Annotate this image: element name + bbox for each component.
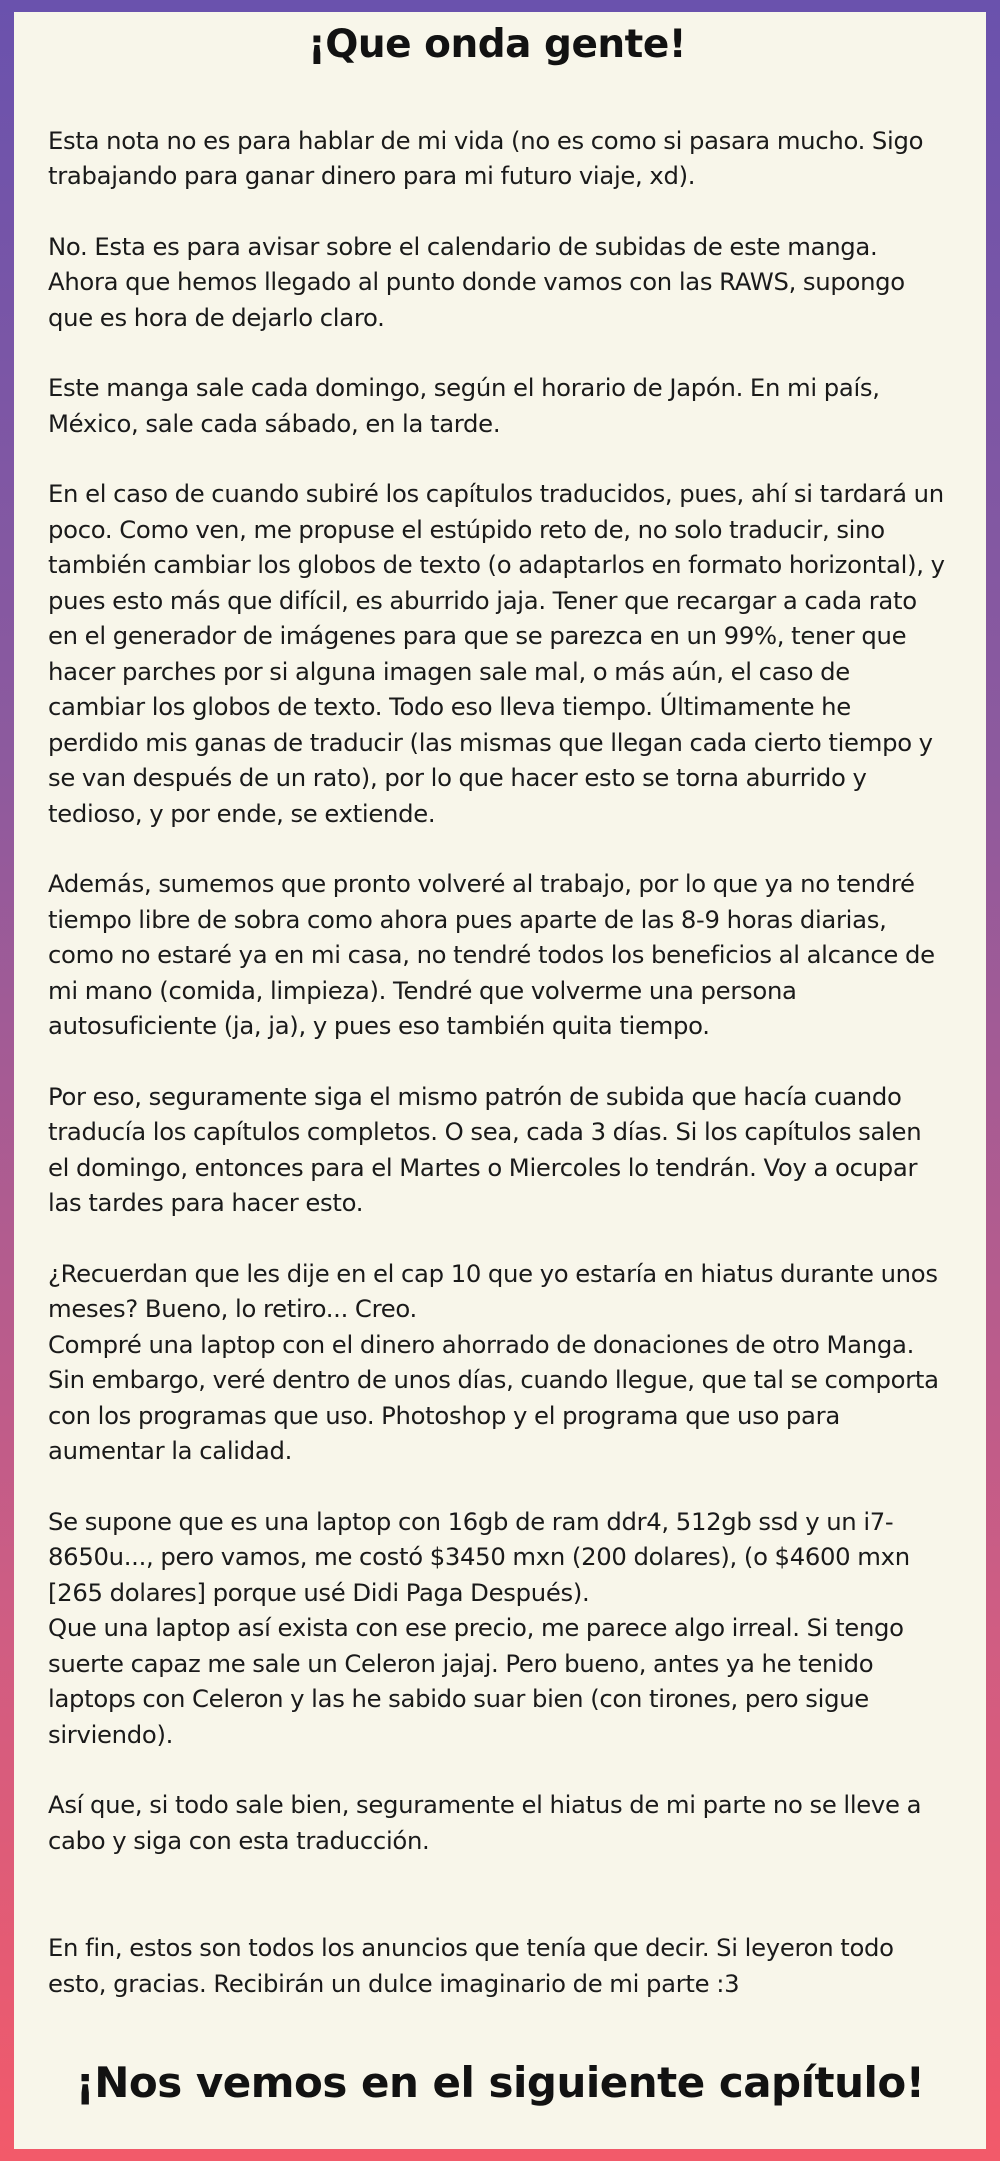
- paragraph-upload-calendar: No. Esta es para avisar sobre el calendario de subidas de este manga. Ahora que hemos llegado al punto donde vamos con las RAWS, supongo que es hora de dejarlo claro.: [48, 231, 905, 332]
- paragraph-laptop: Se supone que es una laptop con 16gb de ram ddr4, 512gb ssd y un i7-8650u..., pero vamos, me costó $3450 mxn (200 dolares), (o $4600 mxn [265 dolares] porque usé Didi Paga Después). Que una laptop así exista con ese precio, me parece algo irreal. Si tengo suerte capaz me sale un Celeron jajaj. Pero bueno, antes ya he tenido laptops con Celeron y las he sabido suar bien (con tirones, pero sigue sirviendo).: [48, 1506, 910, 1749]
- paragraph-intro: Esta nota no es para hablar de mi vida (no es como si pasara mucho. Sigo trabajando para ganar dinero para mi futuro viaje, xd).: [48, 125, 924, 191]
- note-body: [48, 123, 946, 2002]
- paragraph-closing: En fin, estos son todos los anuncios que tenía que decir. Si leyeron todo esto, gracias. Recibirán un dulce imaginario de mi parte :3: [48, 1933, 894, 1998]
- paragraph-work: Además, sumemos que pronto volveré al trabajo, por lo que ya no tendré tiempo libre de sobra como ahora pues aparte de las 8-9 horas diarias, como no estaré ya en mi casa, no tendré todos los beneficios al alcance de mi mano (comida, limpieza). Tendré que volverme una persona autosuficiente (ja, ja), y pues eso también quita tiempo.: [48, 869, 935, 1041]
- note-panel: [14, 12, 986, 2149]
- note-footer: ¡Nos vemos en el siguiente capítulo!: [75, 2058, 925, 2107]
- paragraph-release-day: Este manga sale cada domingo, según el horario de Japón. En mi país, México, sale cada sábado, en la tarde.: [48, 373, 880, 438]
- paragraph-upload-pattern: Por eso, seguramente siga el mismo patrón de subida que hacía cuando traducía los capítulos completos. O sea, cada 3 días. Si los capítulos salen el domingo, entonces para el Martes o Miercoles lo tendrán. Voy a ocupar las tardes para hacer esto.: [48, 1081, 922, 1218]
- paragraph-conclusion: Así que, si todo sale bien, seguramente el hiatus de mi parte no se lleve a cabo y siga con esta traducción.: [48, 1790, 922, 1855]
- paragraph-translation-process: En el caso de cuando subiré los capítulos traducidos, pues, ahí si tardará un poco. Como ven, me propuse el estúpido reto de, no solo traducir, sino también cambiar los globos de texto (o adaptarlos en formato horizontal), y pues esto más que difícil, es aburrido jaja. Tener que recargar a cada rato en el generador de imágenes para que se parezca en un 99%, tener que hacer parches por si alguna imagen sale mal, o más aún, el caso de cambiar los globos de texto. Todo eso lleva tiempo. Últimamente he perdido mis ganas de traducir (las mismas que llegan cada cierto tiempo y se van después de un rato), por lo que hacer esto se torna aburrido y tedioso, y por ende, se extiende.: [48, 479, 945, 828]
- paragraph-hiatus: ¿Recuerdan que les dije en el cap 10 que yo estaría en hiatus durante unos meses? Bueno, lo retiro... Creo. Compré una laptop con el dinero ahorrado de donaciones de otro Manga. Sin embargo, veré dentro de unos días, cuando llegue, que tal se comporta con los programas que uso. Photoshop y el programa que uso para aumentar la calidad.: [48, 1258, 939, 1466]
- note-title: ¡Que onda gente!: [307, 22, 687, 67]
